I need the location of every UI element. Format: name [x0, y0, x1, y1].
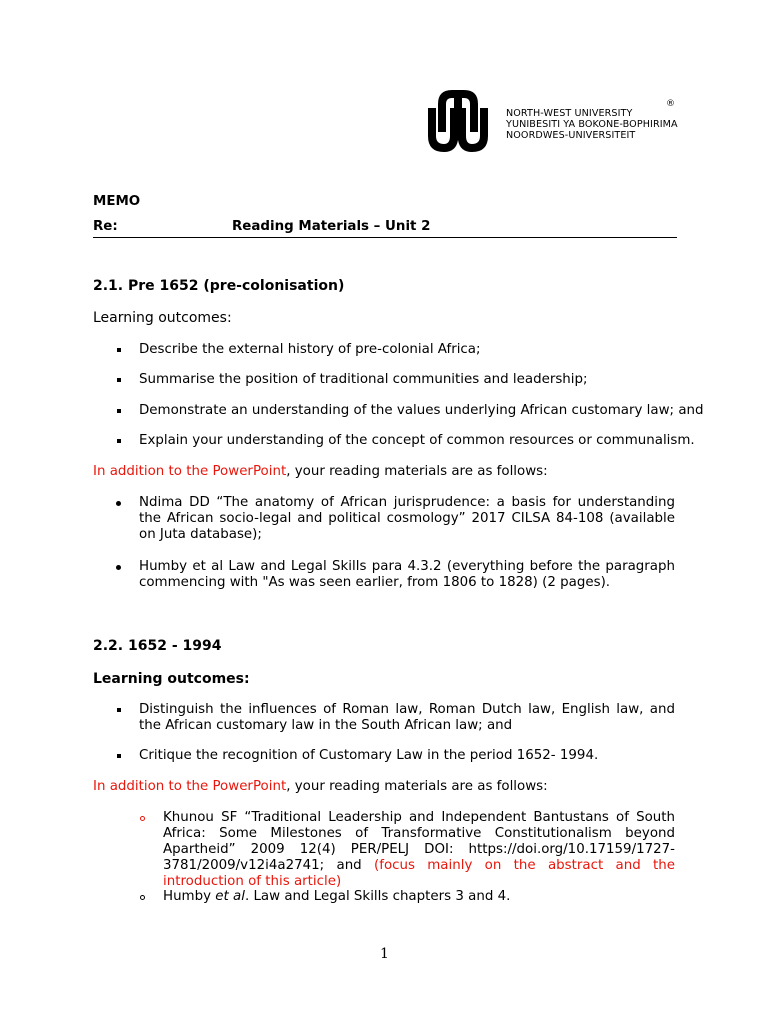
- reading-intro: [93, 779, 548, 795]
- reading-item: Humby et al Law and Legal Skills para 4.3.2 (everything before the paragraph commencing with "As was seen earlier, from 1806 to 1828) (2 pages).: [139, 559, 675, 590]
- reading-item-text: Khunou SF “Traditional Leadership and Independent Bantustans of South Africa: Some Milestones of Transformative Constitutionalism beyond Apartheid” 2009 12(4) PER/PELJ DOI: https://doi.org/10.17159/1727-3781/2009/v12i4a2741; and: [163, 810, 675, 873]
- university-name-line: NORTH-WEST UNIVERSITY: [506, 108, 633, 119]
- learning-outcomes-label: Learning outcomes:: [93, 310, 232, 326]
- reading-item-italic: et al: [215, 889, 245, 904]
- reading-intro-text: , your reading materials are as follows:: [286, 464, 548, 479]
- reading-item-text: Humby: [163, 889, 216, 904]
- university-name-line: NOORDWES-UNIVERSITEIT: [506, 130, 636, 142]
- memo-title: MEMO: [93, 194, 141, 209]
- bullet-square: [117, 708, 121, 712]
- list-item: Summarise the position of traditional communities and leadership;: [139, 372, 588, 387]
- list-item: Demonstrate an understanding of the values underlying African customary law; and: [139, 403, 704, 418]
- reading-intro-highlight: In addition to the PowerPoint: [93, 779, 287, 794]
- reading-intro-text: , your reading materials are as follows:: [286, 779, 548, 794]
- section-heading: 2.2. 1652 - 1994: [93, 638, 222, 654]
- list-item: Explain your understanding of the concept of common resources or communalism.: [139, 433, 695, 448]
- bullet-square: [117, 378, 121, 382]
- list-item: Describe the external history of pre-colonial Africa;: [139, 342, 481, 357]
- re-label: Re:: [93, 219, 118, 234]
- header-divider: [93, 237, 677, 238]
- section-heading: 2.1. Pre 1652 (pre-colonisation): [93, 278, 345, 294]
- reading-intro-highlight: In addition to the PowerPoint: [93, 464, 287, 479]
- bullet-square: [117, 754, 121, 758]
- page-number: 1: [380, 946, 389, 962]
- learning-outcomes-label: Learning outcomes:: [93, 671, 250, 687]
- bullet-circle: [140, 895, 145, 900]
- reading-item: [163, 889, 510, 905]
- bullet-square: [117, 439, 121, 443]
- bullet-square: [117, 348, 121, 352]
- reading-item: [163, 810, 675, 890]
- university-name-line: YUNIBESITI YA BOKONE-BOPHIRIMA: [506, 119, 678, 131]
- bullet-square: [117, 409, 121, 413]
- reading-item-note: (focus mainly on the abstract and the introduction of this article): [163, 858, 675, 889]
- reading-item: Ndima DD “The anatomy of African jurisprudence: a basis for understanding the African socio-legal and political cosmology” 2017 CILSA 84-108 (available on Juta database);: [139, 495, 675, 542]
- reading-item-text: . Law and Legal Skills chapters 3 and 4.: [244, 889, 511, 904]
- bullet-dot: [116, 565, 121, 570]
- re-subject: Reading Materials – Unit 2: [232, 219, 431, 234]
- bullet-circle: [140, 816, 145, 821]
- bullet-dot: [116, 501, 121, 506]
- university-name: [506, 108, 678, 142]
- list-item: Critique the recognition of Customary Law in the period 1652- 1994.: [139, 748, 599, 763]
- list-item: Distinguish the influences of Roman law, Roman Dutch law, English law, and the African customary law in the South African law; and: [139, 702, 675, 733]
- registered-mark: ®: [666, 99, 675, 109]
- reading-intro: [93, 464, 548, 480]
- university-logo-icon: [426, 88, 498, 154]
